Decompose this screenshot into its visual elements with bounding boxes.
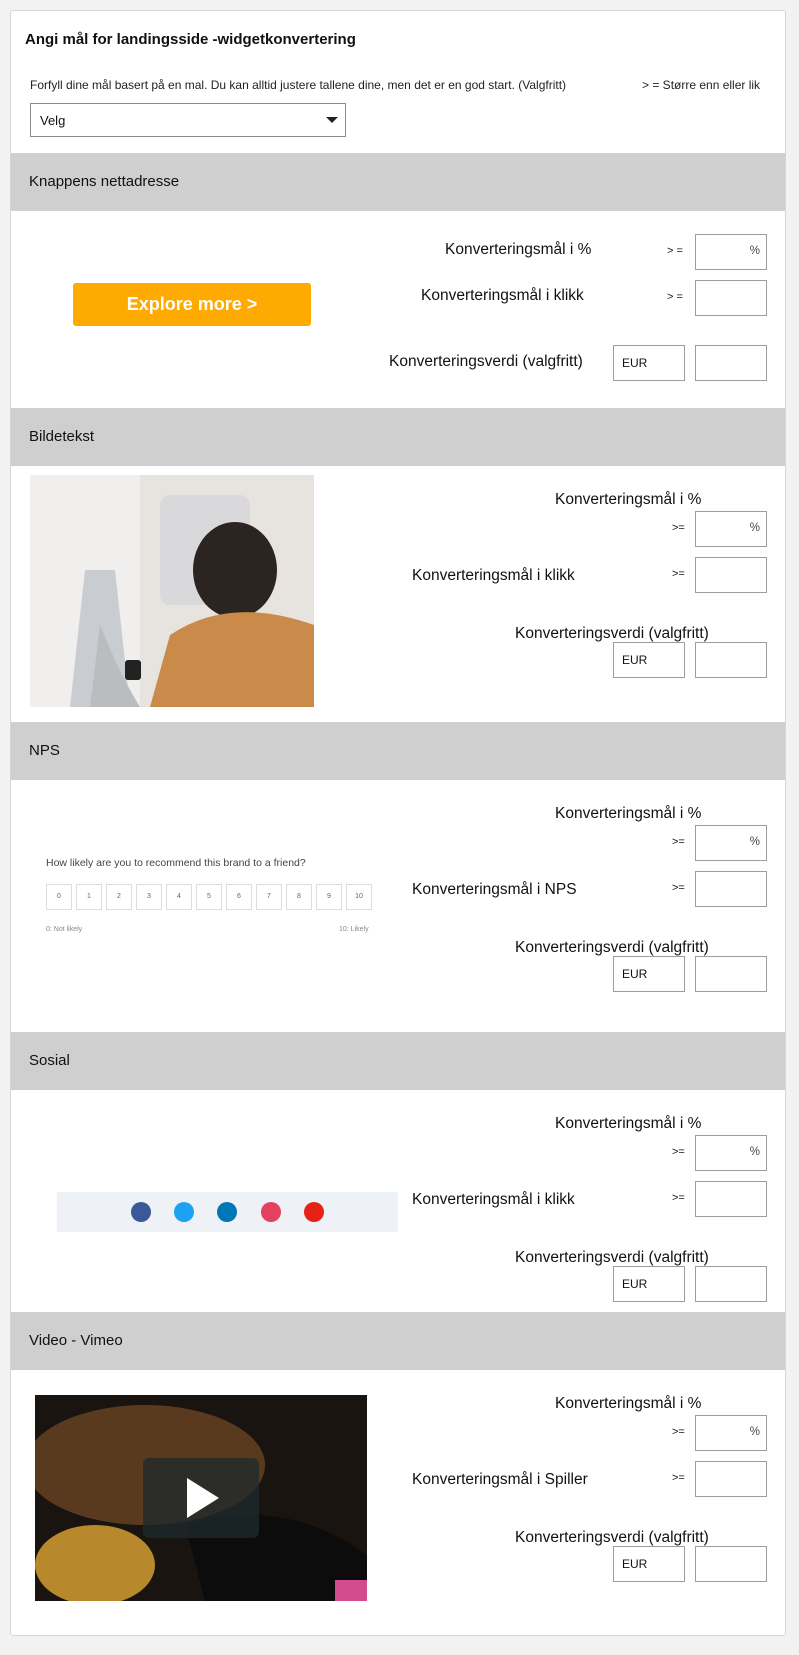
twitter-icon xyxy=(174,1202,194,1222)
nps-option: 7 xyxy=(256,884,282,910)
currency-value: EUR xyxy=(622,1277,648,1291)
percent-unit: % xyxy=(749,245,760,257)
goal-pct-input[interactable] xyxy=(695,1415,767,1451)
value-label: Konverteringsverdi (valgfritt) xyxy=(515,1529,709,1546)
nps-low-label: 0: Not likely xyxy=(46,926,83,933)
currency-field[interactable] xyxy=(613,956,685,992)
value-label: Konverteringsverdi (valgfritt) xyxy=(389,353,583,370)
nps-option: 8 xyxy=(286,884,312,910)
chevron-down-icon xyxy=(326,117,338,123)
goal-nps-input[interactable] xyxy=(695,871,767,907)
section-header-button-url xyxy=(11,153,785,211)
goal-clicks-input[interactable] xyxy=(695,1181,767,1217)
nps-option: 1 xyxy=(76,884,102,910)
nps-high-label: 10: Likely xyxy=(339,926,369,933)
section-title: Knappens nettadresse xyxy=(29,173,180,190)
goal-pct-input[interactable] xyxy=(695,1135,767,1171)
percent-unit: % xyxy=(749,1426,760,1438)
linkedin-icon xyxy=(217,1202,237,1222)
goal-player-operator: >= xyxy=(672,1472,685,1484)
value-input[interactable] xyxy=(695,345,767,381)
page-title: Angi mål for landingsside -widgetkonvertering xyxy=(25,31,356,48)
goal-clicks-label: Konverteringsmål i klikk xyxy=(412,1191,575,1208)
value-label: Konverteringsverdi (valgfritt) xyxy=(515,1249,709,1266)
operator-legend: > = Større enn eller lik xyxy=(642,78,761,92)
goal-player-label: Konverteringsmål i Spiller xyxy=(412,1471,588,1488)
goal-pct-input[interactable] xyxy=(695,511,767,547)
goal-nps-label: Konverteringsmål i NPS xyxy=(412,881,577,898)
goal-clicks-input[interactable] xyxy=(695,280,767,316)
goal-clicks-operator: > = xyxy=(667,291,683,303)
value-input[interactable] xyxy=(695,1546,767,1582)
section-header-video xyxy=(11,1312,785,1370)
currency-field[interactable] xyxy=(613,1266,685,1302)
currency-value: EUR xyxy=(622,967,648,981)
goal-pct-operator: >= xyxy=(672,1146,685,1158)
facebook-icon xyxy=(131,1202,151,1222)
explore-more-button-preview: Explore more > xyxy=(73,283,311,326)
section-header-image-caption xyxy=(11,408,785,466)
section-header-social xyxy=(11,1032,785,1090)
section-title: Bildetekst xyxy=(29,428,95,445)
nps-question: How likely are you to recommend this brand to a friend? xyxy=(46,857,306,869)
goal-clicks-operator: >= xyxy=(672,568,685,580)
section-title: Video - Vimeo xyxy=(29,1332,123,1349)
goal-pct-label: Konverteringsmål i % xyxy=(555,1115,702,1132)
goal-pct-label: Konverteringsmål i % xyxy=(445,241,592,258)
template-select-value: Velg xyxy=(40,113,66,128)
value-label: Konverteringsverdi (valgfritt) xyxy=(515,939,709,956)
goal-pct-operator: >= xyxy=(672,836,685,848)
section-header-nps xyxy=(11,722,785,780)
goal-pct-label: Konverteringsmål i % xyxy=(555,491,702,508)
woman-shopping-image xyxy=(30,475,314,707)
currency-value: EUR xyxy=(622,1557,648,1571)
goal-clicks-label: Konverteringsmål i klikk xyxy=(412,567,575,584)
nps-option: 6 xyxy=(226,884,252,910)
value-label: Konverteringsverdi (valgfritt) xyxy=(515,625,709,642)
section-title: NPS xyxy=(29,742,60,759)
nps-scale xyxy=(46,884,372,910)
currency-field[interactable] xyxy=(613,642,685,678)
nps-option: 0 xyxy=(46,884,72,910)
value-input[interactable] xyxy=(695,956,767,992)
percent-unit: % xyxy=(749,1146,760,1158)
goal-clicks-input[interactable] xyxy=(695,557,767,593)
section-title: Sosial xyxy=(29,1052,70,1069)
currency-field[interactable] xyxy=(613,1546,685,1582)
goal-nps-operator: >= xyxy=(672,882,685,894)
youtube-icon xyxy=(304,1202,324,1222)
currency-value: EUR xyxy=(622,356,648,370)
value-input[interactable] xyxy=(695,642,767,678)
goal-pct-operator: >= xyxy=(672,522,685,534)
goal-pct-label: Konverteringsmål i % xyxy=(555,805,702,822)
goal-player-input[interactable] xyxy=(695,1461,767,1497)
nps-option: 2 xyxy=(106,884,132,910)
goals-card xyxy=(10,10,786,1636)
goal-pct-label: Konverteringsmål i % xyxy=(555,1395,702,1412)
goal-pct-input[interactable] xyxy=(695,825,767,861)
goal-clicks-label: Konverteringsmål i klikk xyxy=(421,287,584,304)
currency-value: EUR xyxy=(622,653,648,667)
percent-unit: % xyxy=(749,836,760,848)
template-hint: Forfyll dine mål basert på en mal. Du kan alltid justere tallene dine, men det er en god start. (Valgfritt) xyxy=(30,78,567,92)
nps-option: 4 xyxy=(166,884,192,910)
template-select[interactable] xyxy=(30,103,346,137)
value-input[interactable] xyxy=(695,1266,767,1302)
currency-field[interactable] xyxy=(613,345,685,381)
video-thumbnail xyxy=(35,1395,367,1601)
goal-pct-operator: >= xyxy=(672,1426,685,1438)
nps-option: 9 xyxy=(316,884,342,910)
goal-clicks-operator: >= xyxy=(672,1192,685,1204)
nps-option: 5 xyxy=(196,884,222,910)
goal-pct-operator: > = xyxy=(667,245,683,257)
social-icons-preview xyxy=(57,1192,398,1232)
goal-pct-input[interactable] xyxy=(695,234,767,270)
percent-unit: % xyxy=(749,522,760,534)
instagram-icon xyxy=(261,1202,281,1222)
nps-option: 10 xyxy=(346,884,372,910)
nps-option: 3 xyxy=(136,884,162,910)
